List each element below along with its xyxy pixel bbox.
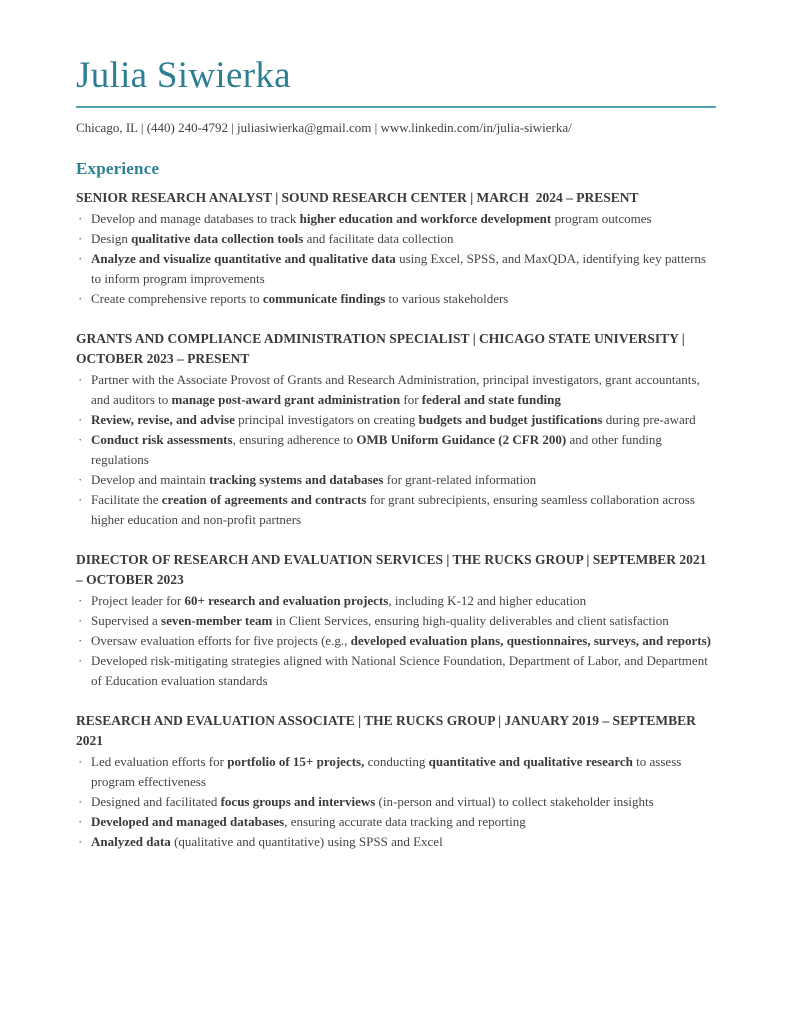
bullet-item <box>76 490 716 530</box>
text-segment: Designed and facilitated <box>91 793 221 809</box>
bold-text-segment: creation of agreements and contracts <box>161 491 367 507</box>
text-segment: Project leader for <box>91 592 185 608</box>
job-bullets <box>76 752 716 852</box>
bullet-marker-icon: · <box>78 471 83 487</box>
bullet-marker-icon: · <box>78 793 83 809</box>
text-segment: Create comprehensive reports to <box>91 290 263 306</box>
text-segment: in Client Services, ensuring high-quality deliverables and client satisfaction <box>272 612 669 628</box>
resume-header <box>76 54 716 136</box>
bullet-text <box>91 814 526 829</box>
bold-text-segment: 60+ research and evaluation projects <box>184 592 389 608</box>
bullet-text <box>91 593 586 608</box>
bullet-marker-icon: · <box>78 833 83 849</box>
job-title: SENIOR RESEARCH ANALYST | SOUND RESEARCH CENTER | MARCH 2024 – PRESENT <box>76 189 639 205</box>
bullet-item <box>76 410 716 430</box>
bullet-text <box>91 412 696 427</box>
text-segment: Develop and manage databases to track <box>91 210 300 226</box>
bold-text-segment: tracking systems and databases <box>209 471 384 487</box>
text-segment: Led evaluation efforts for <box>91 753 228 769</box>
bullet-text <box>91 613 669 628</box>
bold-text-segment: Conduct risk assessments <box>91 431 233 447</box>
experience-heading: Experience <box>76 158 160 178</box>
bold-text-segment: qualitative data collection tools <box>131 230 304 246</box>
bullet-item <box>76 229 716 249</box>
bullet-marker-icon: · <box>78 431 83 447</box>
text-segment: for <box>400 391 422 407</box>
bullet-marker-icon: · <box>78 612 83 628</box>
bullet-marker-icon: · <box>78 592 83 608</box>
bullet-item <box>76 430 716 470</box>
bold-text-segment: seven-member team <box>161 612 273 628</box>
bullet-marker-icon: · <box>78 652 83 668</box>
bullet-item <box>76 470 716 490</box>
bullet-text <box>91 794 654 809</box>
bullet-text <box>91 633 711 648</box>
bullet-text <box>91 211 652 226</box>
bullet-item <box>76 792 716 812</box>
text-segment: Design <box>91 230 132 246</box>
text-segment: conducting <box>364 753 429 769</box>
bold-text-segment: budgets and budget justifications <box>418 411 603 427</box>
text-segment: , including K-12 and higher education <box>388 592 587 608</box>
bullet-text <box>91 432 662 467</box>
bullet-text <box>91 754 681 789</box>
text-segment: Developed risk-mitigating strategies aligned with National Science Foundation, Department of Labor, and Department of Education evaluation standards <box>91 652 708 688</box>
bullet-text <box>91 834 443 849</box>
text-segment: , ensuring accurate data tracking and reporting <box>284 813 526 829</box>
bold-text-segment: Analyzed data <box>91 833 171 849</box>
job-title: RESEARCH AND EVALUATION ASSOCIATE | THE RUCKS GROUP | JANUARY 2019 – SEPTEMBER 2021 <box>76 712 700 748</box>
bold-text-segment: quantitative and qualitative research <box>428 753 633 769</box>
text-segment: program outcomes <box>551 210 652 226</box>
job-entry <box>76 329 716 530</box>
bullet-text <box>91 231 454 246</box>
bullet-marker-icon: · <box>78 210 83 226</box>
text-segment: (in-person and virtual) to collect stakeholder insights <box>375 793 654 809</box>
bullet-item <box>76 812 716 832</box>
text-segment: using Excel, SPSS, and MaxQDA, identifying key patterns to inform program improvements <box>91 250 706 286</box>
bullet-marker-icon: · <box>78 250 83 266</box>
job-title: GRANTS AND COMPLIANCE ADMINISTRATION SPECIALIST | CHICAGO STATE UNIVERSITY | OCTOBER 2023 – PRESENT <box>76 330 689 366</box>
bullet-item <box>76 832 716 852</box>
job-entry <box>76 550 716 691</box>
text-segment: (qualitative and quantitative) using SPSS and Excel <box>170 833 443 849</box>
text-segment: Facilitate the <box>91 491 162 507</box>
text-segment: for grant subrecipients, ensuring seamless collaboration across higher education and non-profit partners <box>91 491 695 527</box>
contact-line: Chicago, IL | (440) 240-4792 | juliasiwierka@gmail.com | www.linkedin.com/in/julia-siwierka/ <box>76 119 572 135</box>
job-bullets <box>76 209 716 309</box>
bold-text-segment: higher education and workforce development <box>299 210 552 226</box>
bullet-text <box>91 372 700 407</box>
bullet-text <box>91 472 536 487</box>
job-bullets <box>76 591 716 691</box>
bold-text-segment: federal and state funding <box>421 391 561 407</box>
text-segment: Develop and maintain <box>91 471 210 487</box>
bold-text-segment: manage post-award grant administration <box>171 391 401 407</box>
bullet-item <box>76 209 716 229</box>
bullet-text <box>91 653 708 688</box>
bullet-marker-icon: · <box>78 371 83 387</box>
bullet-item <box>76 651 716 691</box>
bullet-text <box>91 251 706 286</box>
bullet-item <box>76 631 716 651</box>
bullet-item <box>76 611 716 631</box>
job-title: DIRECTOR OF RESEARCH AND EVALUATION SERVICES | THE RUCKS GROUP | SEPTEMBER 2021 – OCTOBER 2023 <box>76 551 710 587</box>
text-segment: principal investigators on creating <box>234 411 419 427</box>
header-divider <box>76 106 716 108</box>
text-segment: to assess program effectiveness <box>91 753 682 789</box>
bold-text-segment: focus groups and interviews <box>220 793 376 809</box>
bullet-item <box>76 370 716 410</box>
bullet-text <box>91 291 508 306</box>
bullet-text <box>91 492 695 527</box>
job-bullets <box>76 370 716 530</box>
job-entry <box>76 188 716 309</box>
text-segment: and facilitate data collection <box>303 230 454 246</box>
bold-text-segment: Analyze and visualize quantitative and qualitative data <box>91 250 396 266</box>
bold-text-segment: Review, revise, and advise <box>91 411 235 427</box>
bullet-marker-icon: · <box>78 411 83 427</box>
bold-text-segment: portfolio of 15+ projects, <box>227 753 365 769</box>
bullet-item <box>76 289 716 309</box>
experience-section <box>76 159 716 852</box>
bullet-item <box>76 752 716 792</box>
text-segment: Oversaw evaluation efforts for five projects (e.g., <box>91 632 351 648</box>
text-segment: during pre-award <box>602 411 696 427</box>
bold-text-segment: developed evaluation plans, questionnaires, surveys, and reports) <box>350 632 711 648</box>
text-segment: for grant-related information <box>383 471 537 487</box>
bold-text-segment: communicate findings <box>262 290 386 306</box>
bullet-item <box>76 249 716 289</box>
text-segment: , ensuring adherence to <box>232 431 357 447</box>
bullet-marker-icon: · <box>78 753 83 769</box>
jobs-list <box>76 188 716 852</box>
job-entry <box>76 711 716 852</box>
text-segment: to various stakeholders <box>385 290 509 306</box>
bullet-marker-icon: · <box>78 813 83 829</box>
text-segment: Partner with the Associate Provost of Grants and Research Administration, principal investigators, grant accountants, and auditors to <box>91 371 700 407</box>
bullet-marker-icon: · <box>78 290 83 306</box>
bold-text-segment: Developed and managed databases <box>91 813 285 829</box>
bullet-marker-icon: · <box>78 632 83 648</box>
bullet-marker-icon: · <box>78 491 83 507</box>
bold-text-segment: OMB Uniform Guidance (2 CFR 200) <box>356 431 567 447</box>
person-name: Julia Siwierka <box>76 55 291 96</box>
bullet-item <box>76 591 716 611</box>
text-segment: Supervised a <box>91 612 162 628</box>
text-segment: and other funding regulations <box>91 431 662 467</box>
bullet-marker-icon: · <box>78 230 83 246</box>
